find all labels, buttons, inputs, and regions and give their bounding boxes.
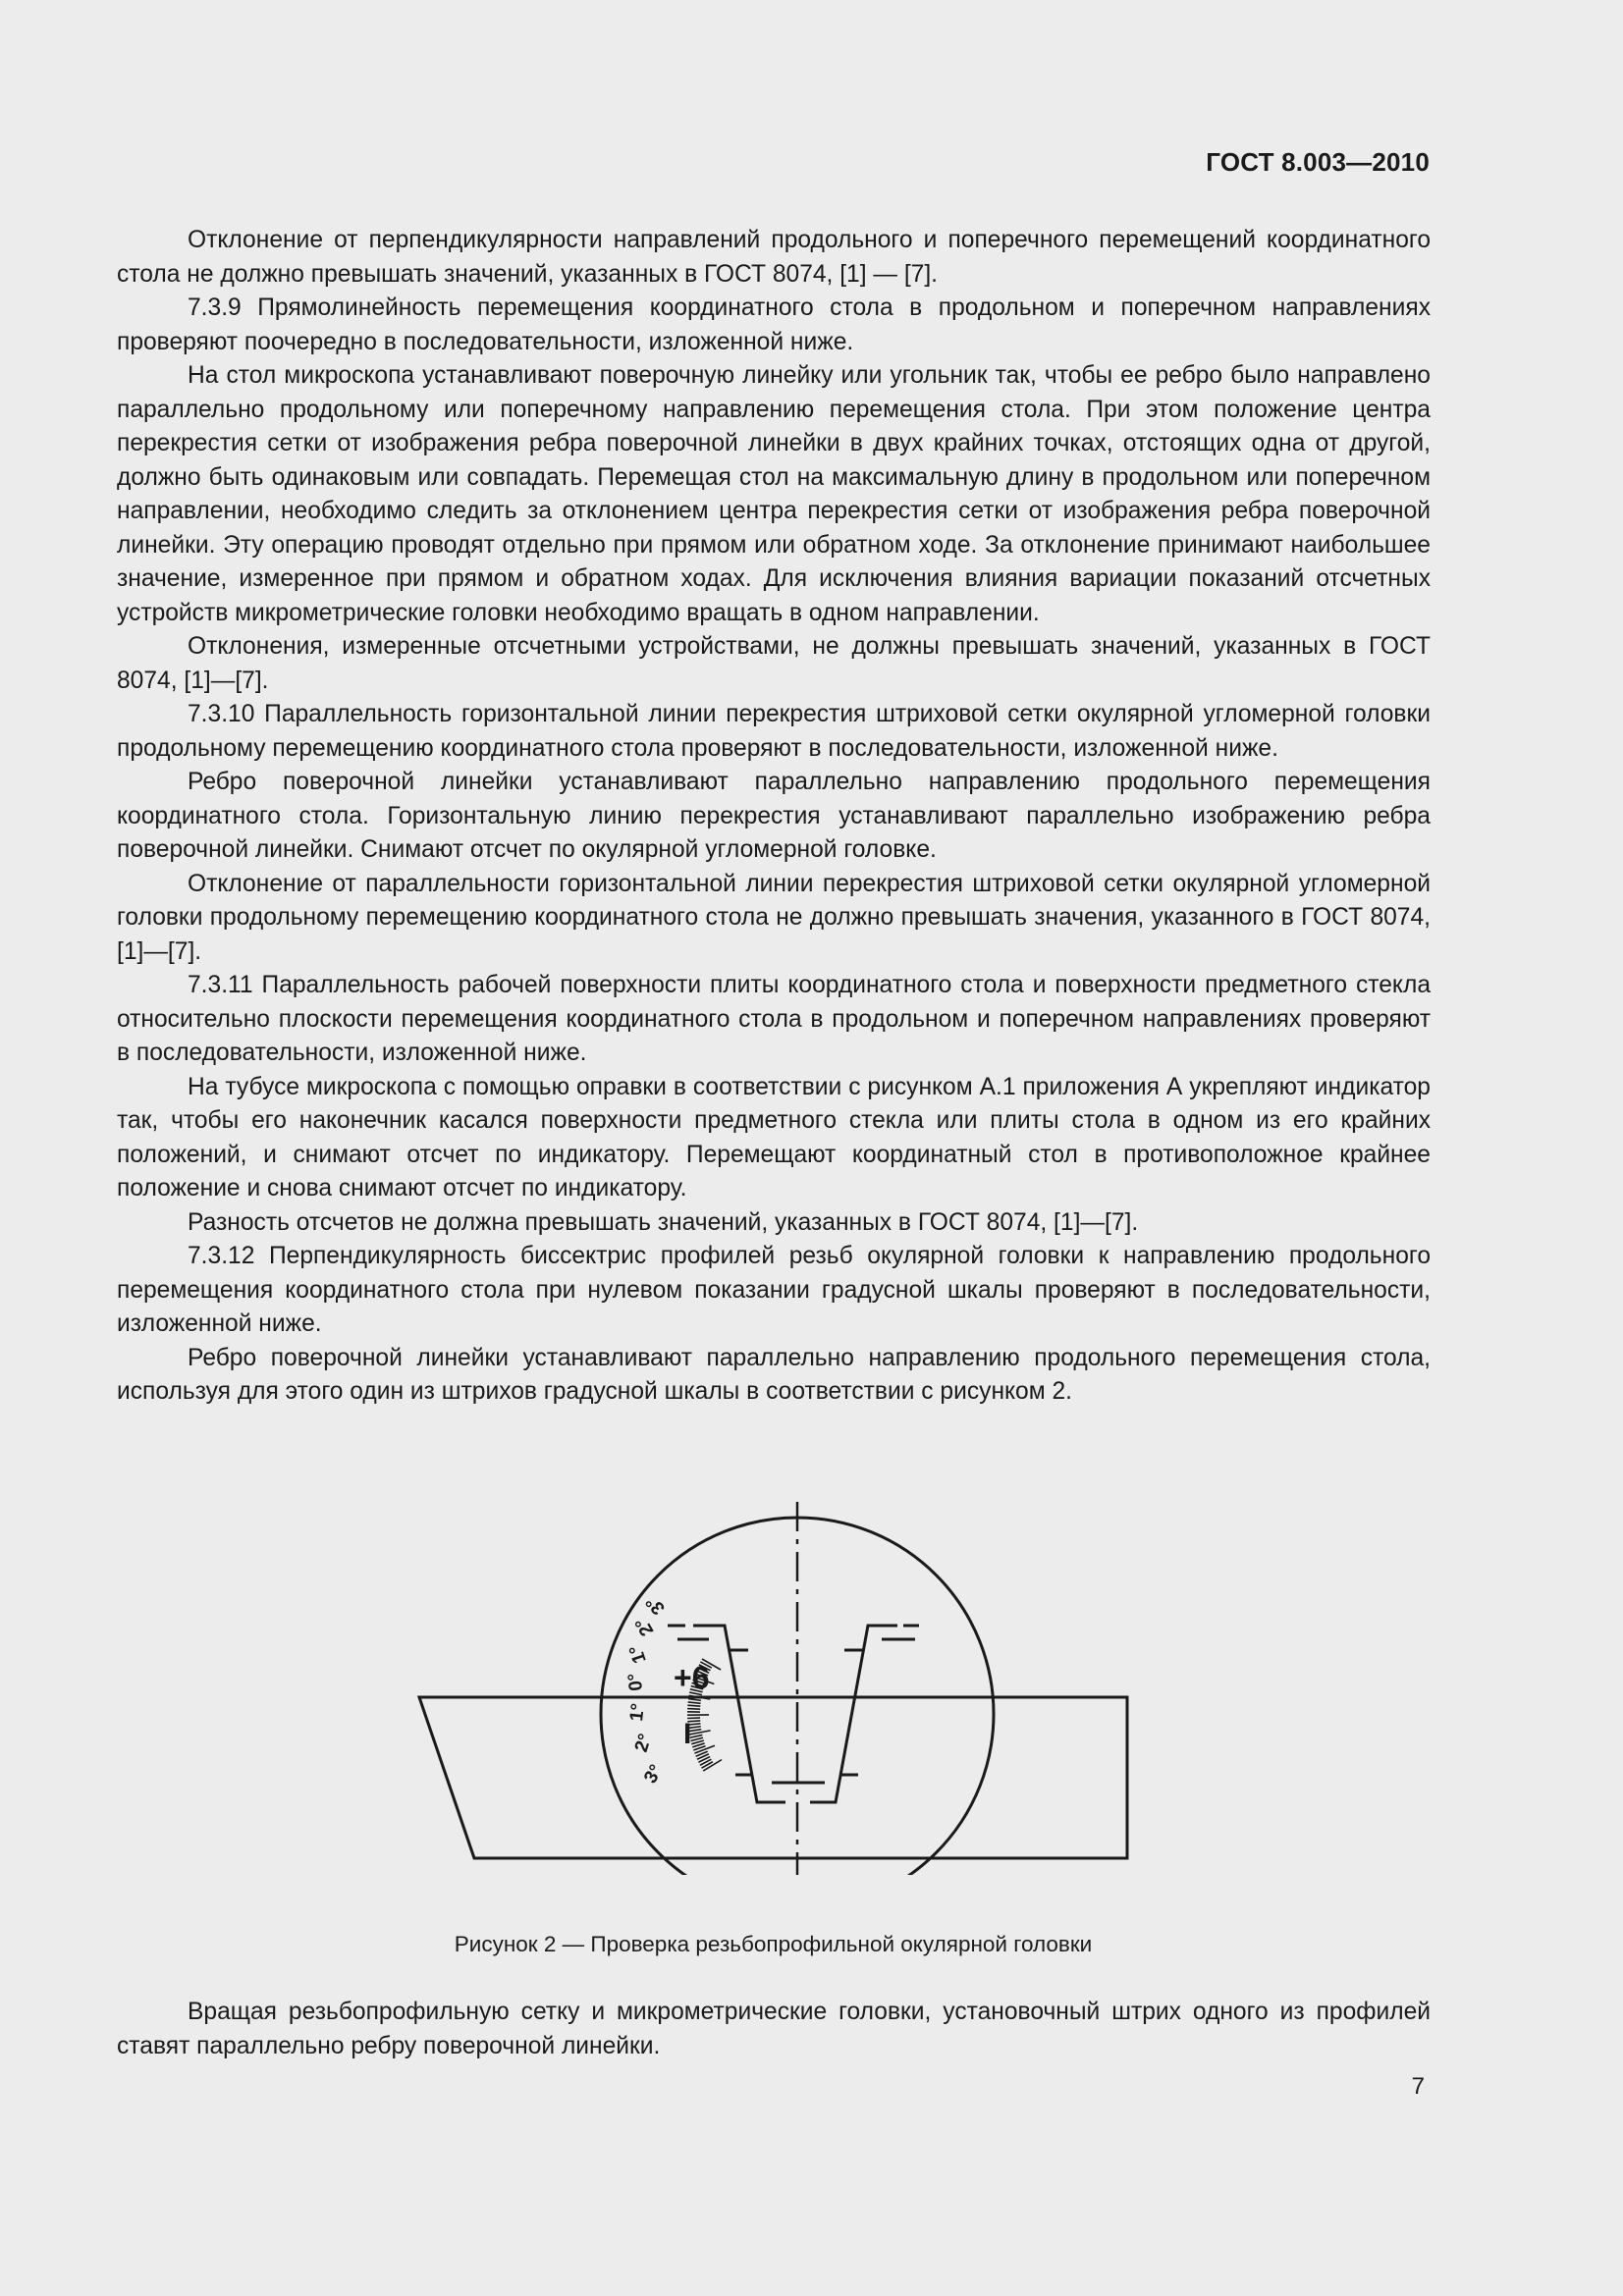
paragraph: Отклонения, измеренные отсчетными устройствами, не должны превышать значений, указанных в ГОСТ 8074, [1]—[7]. <box>117 633 1431 694</box>
scale-tick <box>688 1702 701 1703</box>
paragraph: Ребро поверочной линейки устанавливают параллельно направлению продольного перемещения координатного стола. Горизонтальную линию перекрестия устанавливают параллельно изображению ребра поверочной линейки. Снимают отсчет по окулярной угломерной головке. <box>117 769 1431 863</box>
paragraph: Разность отсчетов не должна превышать значений, указанных в ГОСТ 8074, [1]—[7]. <box>188 1208 1139 1236</box>
figure-caption: Рисунок 2 — Проверка резьбопрофильной окулярной головки <box>454 1932 1093 1956</box>
page-number: 7 <box>1411 2073 1425 2100</box>
paragraph: Отклонение от параллельности горизонтальной линии перекрестия штриховой сетки окулярной угломерной головки продольному перемещению координатного стола не должно превышать значения, указанного в ГОСТ 8074, [1]—[7]. <box>117 870 1431 965</box>
scale-label: 1° <box>626 1702 649 1723</box>
paragraph: Ребро поверочной линейки устанавливают параллельно направлению продольного перемещения стола, используя для этого один из штрихов градусной шкалы в соответствии с рисунком 2. <box>117 1344 1431 1405</box>
scale-tick <box>690 1737 703 1740</box>
scale-label: 3° <box>640 1761 668 1788</box>
scale-tick <box>690 1735 703 1737</box>
paragraph: 7.3.11 Параллельность рабочей поверхности плиты координатного стола и поверхности предметного стекла относительно плоскости перемещения координатного стола в продольном и поперечном направлениях проверяют в последовательности, изложенной ниже. <box>117 972 1431 1066</box>
paragraph: На стол микроскопа устанавливают поверочную линейку или угольник так, чтобы ее ребро было направлено параллельно продольному или поперечному направлению перемещения стола. При этом положение центра перекрестия сетки от изображения ребра поверочной линейки в двух крайних точках, отстоящих одна от другой, должно быть одинаковым или совпадать. Перемещая стол на максимальную длину в продольном или поперечном направлении, необходимо следить за отклонением центра перекрестия сетки от изображения ребра поверочной линейки. Эту операцию проводят отдельно при прямом или обратном ходе. За отклонение принимают наибольшее значение, измеренное при прямом и обратном ходах. Для исключения влияния вариации показаний отсчетных устройств микрометрические головки необходимо вращать в одном направлении. <box>117 362 1431 626</box>
paragraph: 7.3.10 Параллельность горизонтальной линии перекрестия штриховой сетки окулярной угломерной головки продольному перемещению координатного стола проверяют в последовательности, изложенной ниже. <box>117 701 1431 762</box>
figure-eyepiece-check <box>393 1492 1159 1875</box>
paragraph: На тубусе микроскопа с помощью оправки в соответствии с рисунком А.1 приложения А укрепляют индикатор так, чтобы его наконечник касался поверхности предметного стекла или плиты стола в одном из его крайних положений, и снимают отсчет по индикатору. Перемещают координатный стол в противоположное крайнее положение и снова снимают отсчет по индикатору. <box>117 1073 1431 1201</box>
scale-label: 0° <box>624 1672 647 1692</box>
plus-label: +6 <box>674 1660 710 1695</box>
document-id-header: ГОСТ 8.003—2010 <box>1206 147 1430 177</box>
scale-label: 1° <box>625 1642 651 1666</box>
body-text <box>117 224 1431 1410</box>
scale-tick <box>687 1705 700 1706</box>
scale-tick <box>687 1709 700 1710</box>
scale-label: 3° <box>641 1591 670 1619</box>
ruler-outline <box>419 1697 1127 1858</box>
paragraph: Отклонение от перпендикулярности направлений продольного и поперечного перемещений координатного стола не должно превышать значений, указанных в ГОСТ 8074, [1] — [7]. <box>117 227 1431 288</box>
paragraph: Вращая резьбопрофильную сетку и микрометрические головки, установочный штрих одного из профилей ставят параллельно ребру поверочной линейки. <box>117 1999 1431 2059</box>
scale-label: 2° <box>630 1731 657 1755</box>
eyepiece-diagram <box>393 1492 1159 1875</box>
minus-label: I <box>683 1718 692 1750</box>
paragraph: 7.3.9 Прямолинейность перемещения координатного стола в продольном и поперечном направлениях проверяют поочередно в последовательности, изложенной ниже. <box>117 294 1431 355</box>
scale-tick <box>688 1699 701 1701</box>
body-text-after-figure <box>117 1996 1431 2063</box>
paragraph: 7.3.12 Перпендикулярность биссектрис профилей резьб окулярной головки к направлению продольного перемещения координатного стола при нулевом показании градусной шкалы проверяют в последовательности, изложенной ниже. <box>117 1243 1431 1337</box>
scale-label: 2° <box>631 1613 659 1639</box>
